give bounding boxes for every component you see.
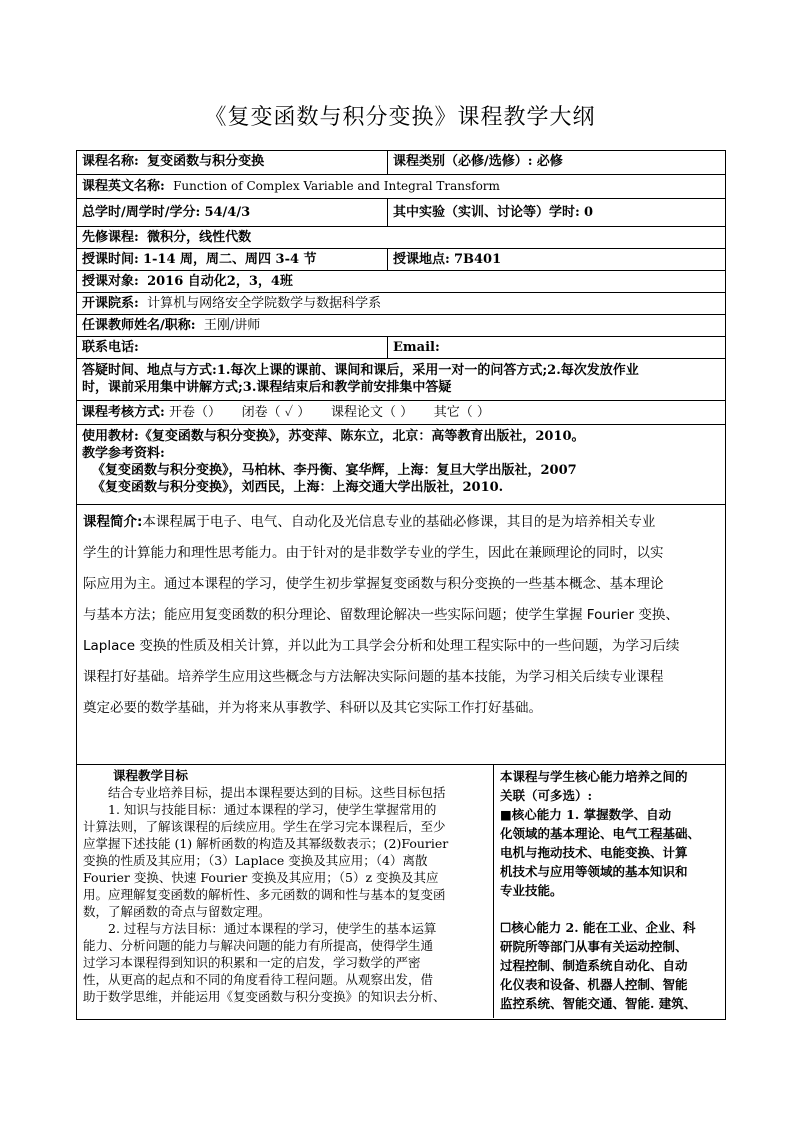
audience-label: 授课对象: <box>82 274 139 289</box>
objectives-line-11: 过学习本课程得到知识的积累和一定的启发，学习数学的严密 <box>83 955 421 970</box>
email-label: Email: <box>393 340 440 355</box>
row-intro <box>77 505 725 765</box>
objectives-line-4: 应掌握下述技能 (1) 解析函数的构造及其幂级数表示；(2)Fourier <box>83 836 449 851</box>
dept-value: 计算机与网络安全学院数学与数据科学系 <box>147 296 382 311</box>
intro-line-2: 学生的计算能力和理性思考能力。由于针对的是非数学专业的学生，因此在兼顾理论的同时，以实 <box>83 545 664 561</box>
objectives-line-6: Fourier 变换、快速 Fourier 变换及其应用；（5）z 变换及其应 <box>83 870 439 885</box>
reference-2: 《复变函数与积分变换》，刘西民，上海：上海交通大学出版社，2010. <box>92 480 504 495</box>
row-prereq <box>77 227 725 249</box>
qa-line1: 1.每次上课的课前、课间和课后，采用一对一的问答方式;2.每次发放作业 <box>216 363 639 378</box>
objectives-line-2: 1. 知识与技能目标：通过本课程的学习，使学生掌握常用的 <box>108 802 437 817</box>
row-time-location <box>77 249 725 271</box>
intro-line-3: 际应用为主。通过本课程的学习，使学生初步掌握复变函数与积分变换的一些基本概念、基本理论 <box>83 576 664 592</box>
objectives-line-1: 结合专业培养目标，提出本课程要达到的目标。这些目标包括 <box>108 785 446 800</box>
intro-line-7: 奠定必要的数学基础，并为将来从事教学、科研以及其它实际工作打好基础。 <box>83 700 542 716</box>
intro-line-4: 与基本方法；能应用复变函数的积分理论、留数理论解决一些实际问题；使学生掌握 Fourier 变换、 <box>83 607 679 623</box>
objectives-line-8: 数，了解函数的奇点与留数定理。 <box>83 904 271 919</box>
abilities-heading-1: 本课程与学生核心能力培养之间的 <box>500 769 688 784</box>
hours-label: 总学时/周学时/学分: <box>82 205 201 220</box>
location-value: 7B401 <box>453 252 502 267</box>
objectives-cell <box>77 765 493 1018</box>
teacher-value: 王刚/讲师 <box>203 318 261 333</box>
intro-line-6: 课程打好基础。培养学生应用这些概念与方法解决实际问题的基本技能，为学习相关后续专业课程 <box>83 669 664 685</box>
row-contact <box>77 337 725 359</box>
prereq-value: 微积分，线性代数 <box>147 230 252 245</box>
objectives-line-3: 计算法则，了解该课程的后续应用。学生在学习完本课程后，至少 <box>83 819 446 834</box>
row-hours <box>77 199 725 227</box>
prereq-label: 先修课程: <box>82 230 139 245</box>
objectives-line-12: 性，从更高的起点和不同的角度看待工程问题。从观察出发，借 <box>83 972 434 987</box>
ability-1-line-1: ■核心能力 1. 掌握数学、自动 <box>500 807 672 822</box>
ability-2-line-5: 监控系统、智能交通、智能. 建筑、 <box>500 996 697 1011</box>
objectives-line-5: 变换的性质及其应用；（3）Laplace 变换及其应用；（4）离散 <box>83 853 428 868</box>
exam-label: 课程考核方式: <box>82 405 165 420</box>
objectives-line-9: 2. 过程与方法目标：通过本课程的学习，使学生的基本运算 <box>108 921 437 936</box>
qa-label: 答疑时间、地点与方式: <box>82 363 217 378</box>
objectives-heading: 课程教学目标 <box>113 768 189 783</box>
textbook-value: 《复变函数与积分变换》，苏变萍、陈东立，北京：高等教育出版社，2010。 <box>138 429 585 444</box>
audience-value: 2016 自动化2，3，4班 <box>147 274 293 289</box>
row-english-name <box>77 175 725 199</box>
row-exam <box>77 401 725 425</box>
english-name-label: 课程英文名称: <box>82 179 165 194</box>
objectives-line-10: 能力、分析问题的能力与解决问题的能力有所提高，使得学生通 <box>83 938 434 953</box>
row-objectives <box>77 765 725 1018</box>
ability-1-line-5: 专业技能。 <box>500 883 563 898</box>
ability-2-line-4: 化仪表和设备、机器人控制、智能 <box>500 977 688 992</box>
row-dept <box>77 293 725 315</box>
ability-2-line-3: 过程控制、制造系统自动化、自动 <box>500 958 688 973</box>
reference-1: 《复变函数与积分变换》，马柏林、李丹衡、宴华辉，上海：复旦大学出版社，2007 <box>92 463 577 478</box>
exam-paper: 课程论文（ ） <box>330 405 414 420</box>
time-label: 授课时间: <box>82 252 139 267</box>
ability-2-line-1: ☐核心能力 2. 能在工业、企业、科 <box>500 920 696 935</box>
abilities-heading-2: 关联（可多选）: <box>500 788 593 803</box>
course-name-value: 复变函数与积分变换 <box>147 154 265 169</box>
ability-2-line-2: 研院所等部门从事有关运动控制、 <box>500 939 688 954</box>
row-audience <box>77 271 725 293</box>
course-type-value: 必修 <box>536 154 563 169</box>
textbook-label: 使用教材: <box>82 429 139 444</box>
abilities-cell <box>493 765 725 1018</box>
course-name-label: 课程名称: <box>82 154 139 169</box>
row-course-name <box>77 151 725 175</box>
exam-open: 开卷（） <box>168 405 221 420</box>
intro-label: 课程简介: <box>83 514 143 530</box>
lab-hours-value: 0 <box>583 205 593 220</box>
ability-1-line-3: 电机与拖动技术、电能变换、计算 <box>500 845 688 860</box>
location-label: 授课地点: <box>393 252 450 267</box>
objectives-line-7: 用。应理解复变函数的解析性、多元函数的调和性与基本的复变函 <box>83 887 446 902</box>
english-name-value: Function of Complex Variable and Integral Transform <box>173 179 500 193</box>
ability-1-line-4: 机技术与应用等领域的基本知识和 <box>500 864 688 879</box>
intro-line-5: Laplace 变换的性质及相关计算，并以此为工具学会分析和处理工程实际中的一些问题，为学习后续 <box>83 638 680 654</box>
hours-value: 54/4/3 <box>204 205 251 220</box>
objectives-line-13: 助于数学思维，并能运用《复变函数与积分变换》的知识去分析、 <box>83 989 446 1004</box>
qa-line2: 时，课前采用集中讲解方式;3.课程结束后和教学前安排集中答疑 <box>82 380 452 395</box>
row-textbooks <box>77 425 725 505</box>
teacher-label: 任课教师姓名/职称: <box>82 318 196 333</box>
lab-hours-label: 其中实验（实训、讨论等）学时: <box>393 205 580 220</box>
intro-line-1: 本课程属于电子、电气、自动化及光信息专业的基础必修课，其目的是为培养相关专业 <box>142 514 656 530</box>
refs-label: 教学参考资料: <box>82 446 165 461</box>
ability-1-line-2: 化领域的基本理论、电气工程基础、 <box>500 826 701 841</box>
document-title: 《复变函数与积分变换》课程教学大纲 <box>204 105 596 130</box>
phone-label: 联系电话: <box>82 340 139 355</box>
row-teacher <box>77 315 725 337</box>
exam-other: 其它（ ） <box>433 405 490 420</box>
syllabus-table <box>76 150 726 1020</box>
course-type-label: 课程类别（必修/选修）: <box>393 154 533 169</box>
dept-label: 开课院系: <box>82 296 139 311</box>
time-value: 1-14 周，周二、周四 3-4 节 <box>142 252 317 267</box>
exam-closed: 闭卷（ ✓ ） <box>241 405 311 420</box>
row-qa <box>77 359 725 401</box>
